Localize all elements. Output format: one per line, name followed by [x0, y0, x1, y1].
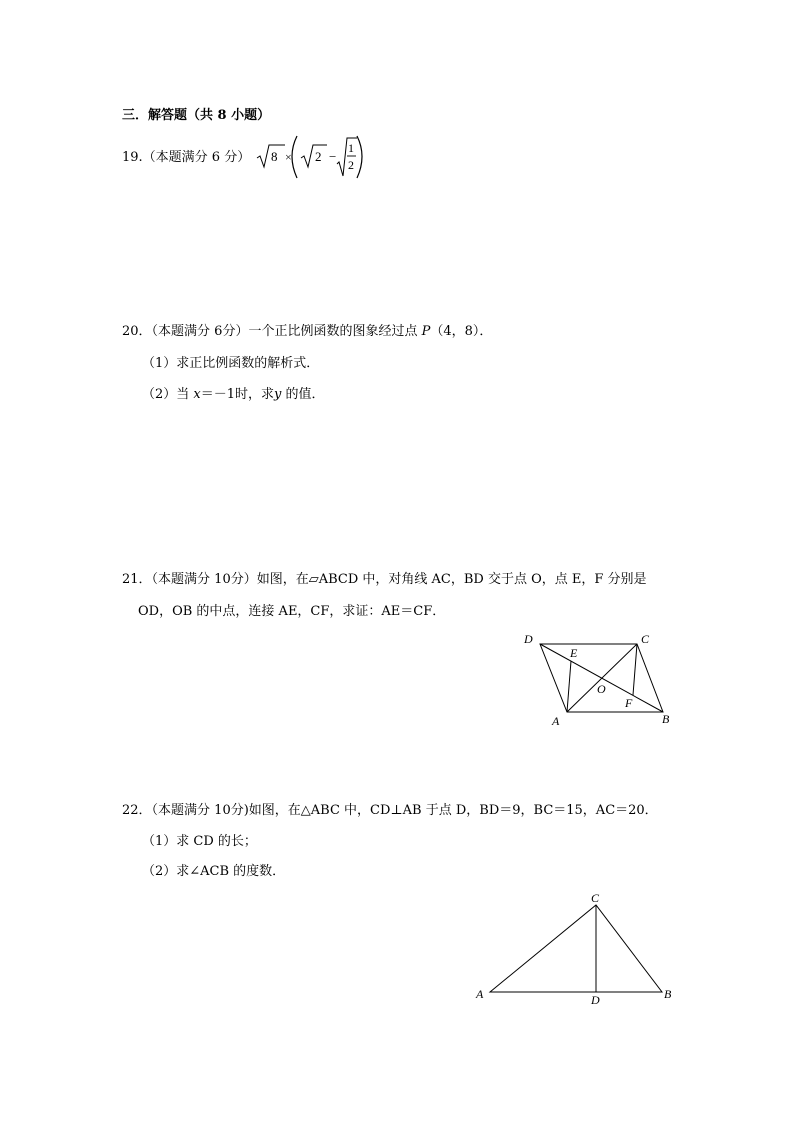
section-header: 三．解答题（共 8 小题） — [122, 108, 271, 123]
q22-triangle-figure — [470, 888, 690, 1013]
label-a: A — [552, 714, 560, 728]
segment-ae — [567, 661, 571, 712]
q20-stem — [122, 324, 492, 340]
q19-frac-den: 2 — [348, 158, 354, 172]
q20-var-y: y — [274, 387, 282, 402]
q20-sub1: （1）求正比例函数的解析式． — [142, 356, 320, 371]
diagonal-bd — [540, 644, 663, 712]
q19-times: × — [285, 150, 292, 164]
q20-sub2-mid: ＝－1时，求 — [200, 387, 275, 402]
q20-var-x: x — [193, 387, 201, 402]
q20-sub2-pre: （2）当 — [142, 387, 194, 402]
q20-point-name: P — [421, 324, 431, 339]
label-o: O — [597, 682, 606, 696]
q20-sub2 — [142, 387, 325, 403]
label-c: C — [591, 891, 600, 905]
q19-frac-num: 1 — [348, 141, 354, 155]
q22-sub1: （1）求 CD 的长； — [142, 834, 257, 849]
q19-minus: − — [329, 149, 337, 164]
label-c: C — [641, 632, 650, 646]
label-a: A — [476, 987, 484, 1001]
segment-cf — [633, 644, 637, 695]
label-b: B — [662, 712, 670, 726]
q21-parallelogram-figure — [510, 625, 690, 735]
q20-point-coords: （4，8）． — [430, 324, 493, 339]
q19-prefix: 19.（本题满分 6 分） — [122, 150, 251, 165]
q19-expression — [255, 132, 365, 182]
triangle-abc — [490, 905, 662, 992]
q21-line1: 21．（本题满分 10分）如图，在▱ABCD 中，对角线 AC，BD 交于点 O，点 E，F 分别是 — [122, 572, 647, 587]
q22-sub2: （2）求∠ACB 的度数． — [142, 864, 286, 879]
q20-stem-prefix: 20．（本题满分 6分）一个正比例函数的图象经过点 — [122, 324, 422, 339]
label-d: D — [591, 993, 600, 1007]
label-e: E — [570, 646, 578, 660]
q21-line2: OD，OB 的中点，连接 AE，CF，求证：AE＝CF． — [138, 604, 446, 619]
q19-sqrt8-value: 8 — [271, 149, 278, 164]
q22-line1: 22．（本题满分 10分)如图，在△ABC 中，CD⊥AB 于点 D，BD＝9，BC＝15，AC＝20． — [122, 803, 658, 818]
label-d: D — [524, 632, 533, 646]
q19-sqrt2-value: 2 — [315, 149, 322, 164]
q20-sub2-post: 的值． — [281, 387, 325, 402]
label-b: B — [664, 987, 672, 1001]
label-f: F — [625, 696, 633, 710]
